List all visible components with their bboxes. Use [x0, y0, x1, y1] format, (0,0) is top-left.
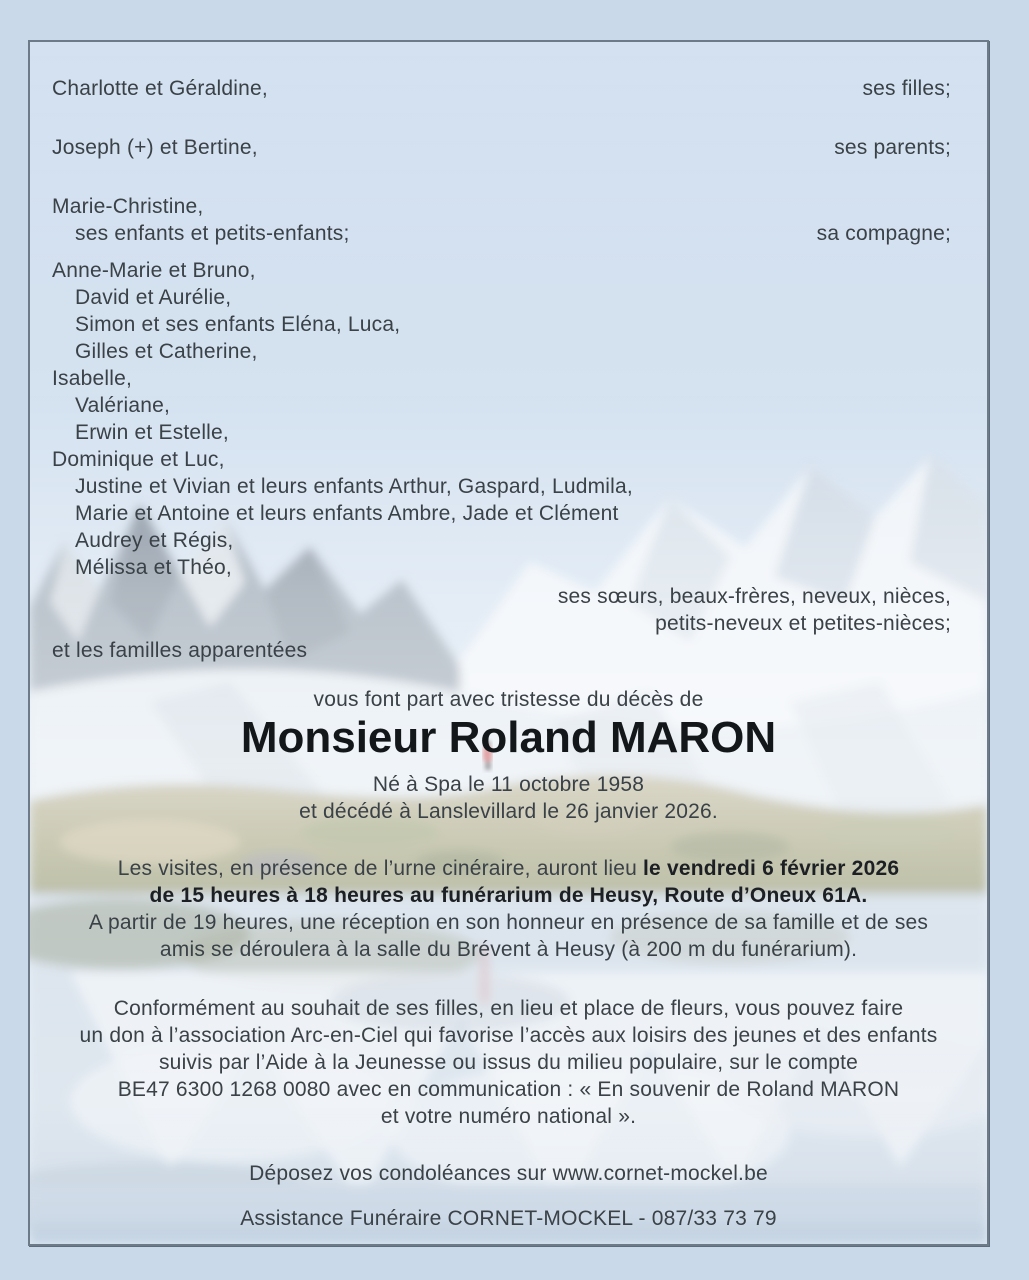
visits-line4: amis se déroulera à la salle du Brévent à Heusy (à 200 m du funérarium). [159, 938, 858, 961]
family-row [52, 338, 951, 365]
donation-line5: et votre numéro national ». [380, 1105, 637, 1128]
donation-line4: BE47 6300 1268 0080 avec en communication : « En souvenir de Roland MARON [117, 1078, 900, 1101]
family-member-names: Audrey et Régis, [75, 529, 234, 552]
visits-block [30, 855, 987, 963]
visits-line2-bold: de 15 heures à 18 heures au funérarium de Heusy, Route d’Oneux 61A. [149, 884, 868, 907]
donation-line3: suivis par l’Aide à la Jeunesse ou issus du milieu populaire, sur le compte [158, 1051, 859, 1074]
family-row [52, 554, 951, 581]
family-member-names: Erwin et Estelle, [75, 421, 229, 444]
relationship-label: petits-neveux et petites-nièces; [655, 612, 951, 635]
family-row [52, 257, 951, 284]
family-row [52, 311, 951, 338]
family-member-names: Gilles et Catherine, [75, 340, 258, 363]
family-row [52, 583, 951, 610]
family-member-names: Marie-Christine, [52, 195, 204, 218]
family-member-names: Anne-Marie et Bruno, [52, 259, 256, 282]
card-content [30, 42, 987, 1232]
family-names-block [30, 75, 987, 664]
family-row [52, 637, 951, 664]
birth-death-block [30, 771, 987, 825]
family-member-names: David et Aurélie, [75, 286, 232, 309]
family-row [52, 610, 951, 637]
announcement-intro: vous font part avec tristesse du décès de [313, 688, 704, 711]
family-row [52, 75, 951, 102]
family-row [52, 500, 951, 527]
visits-date-bold: le vendredi 6 février 2026 [643, 857, 900, 880]
family-row [52, 419, 951, 446]
deceased-name: Monsieur Roland MARON [240, 713, 777, 762]
family-member-names: Marie et Antoine et leurs enfants Ambre, Jade et Clément [75, 502, 619, 525]
family-member-names: Justine et Vivian et leurs enfants Arthur, Gaspard, Ludmila, [75, 475, 633, 498]
family-row [52, 473, 951, 500]
relationship-label: ses sœurs, beaux-frères, neveux, nièces, [557, 585, 951, 608]
relationship-label: sa compagne; [816, 222, 951, 245]
family-row [52, 446, 951, 473]
family-member-names: Dominique et Luc, [52, 448, 225, 471]
donation-block [30, 995, 987, 1130]
birth-line: Né à Spa le 11 octobre 1958 [372, 773, 645, 796]
visits-line1: Les visites, en présence de l’urne cinéraire, auront lieu le vendredi 6 février 2026 [117, 857, 900, 880]
family-member-names: Isabelle, [52, 367, 133, 390]
funeral-home-line: Assistance Funéraire CORNET-MOCKEL - 087/33 73 79 [240, 1207, 777, 1230]
visits-line3: A partir de 19 heures, une réception en son honneur en présence de sa famille et de ses [88, 911, 929, 934]
family-row [52, 220, 951, 247]
family-member-names: et les familles apparentées [52, 639, 308, 662]
relationship-label: ses parents; [834, 136, 951, 159]
death-line: et décédé à Lanslevillard le 26 janvier 2026. [299, 800, 718, 823]
family-row [52, 527, 951, 554]
donation-line1: Conformément au souhait de ses filles, en lieu et place de fleurs, vous pouvez faire [113, 997, 904, 1020]
family-row [52, 193, 951, 220]
family-member-names: Simon et ses enfants Eléna, Luca, [75, 313, 401, 336]
family-row [52, 284, 951, 311]
family-member-names: ses enfants et petits-enfants; [75, 222, 350, 245]
donation-line2: un don à l’association Arc-en-Ciel qui favorise l’accès aux loisirs des jeunes et des enfants [79, 1024, 938, 1047]
family-row [52, 365, 951, 392]
family-member-names: Mélissa et Théo, [75, 556, 232, 579]
family-member-names: Valériane, [75, 394, 171, 417]
family-row [52, 392, 951, 419]
family-row [52, 134, 951, 161]
memorial-card [28, 40, 989, 1246]
condolences-line: Déposez vos condoléances sur www.cornet-mockel.be [249, 1162, 768, 1185]
family-member-names: Charlotte et Géraldine, [52, 77, 268, 100]
family-member-names: Joseph (+) et Bertine, [52, 136, 258, 159]
relationship-label: ses filles; [862, 77, 951, 100]
